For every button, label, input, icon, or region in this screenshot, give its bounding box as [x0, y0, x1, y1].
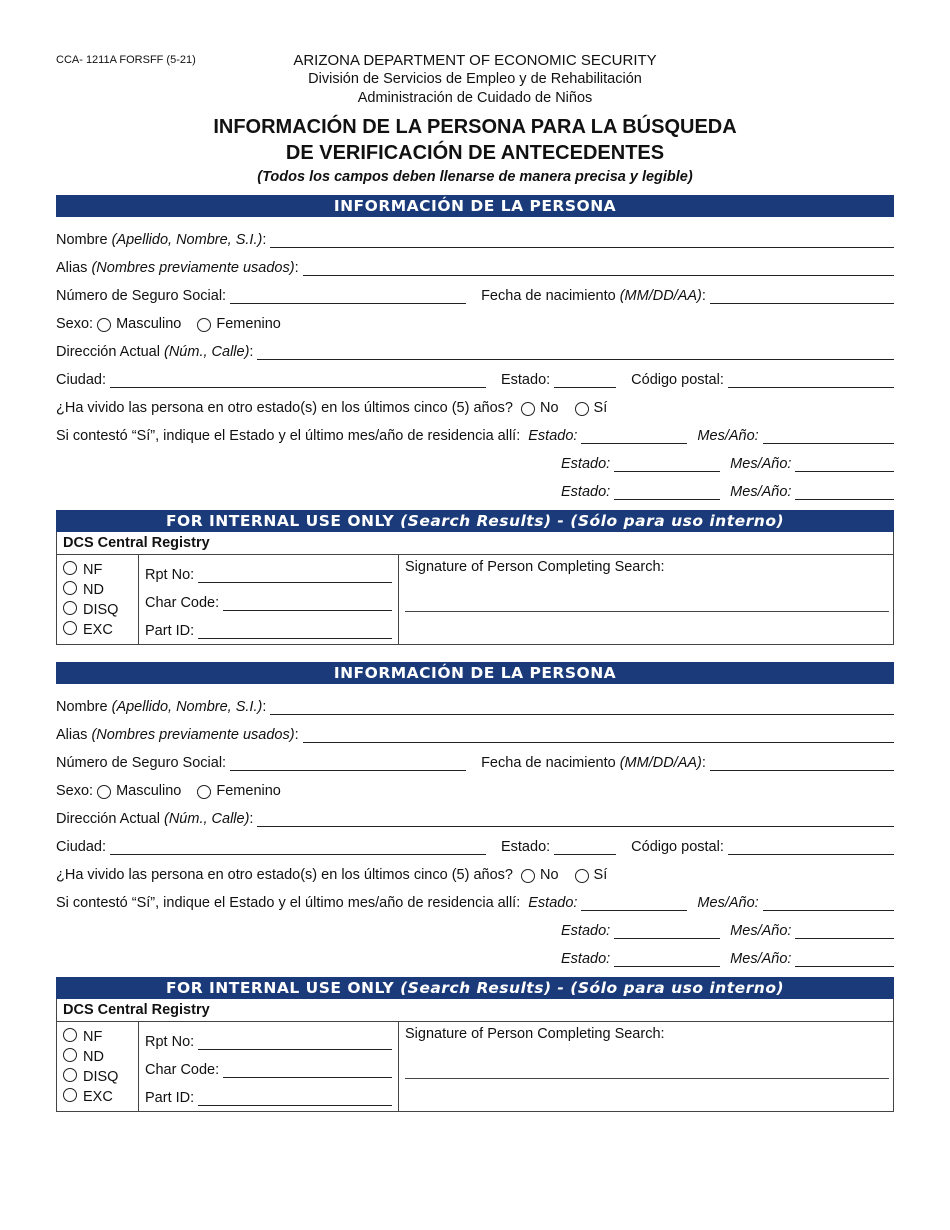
signature-area: [399, 1022, 893, 1111]
city-row: [56, 368, 894, 388]
signature-label: Signature of Person Completing Search:: [405, 559, 665, 575]
person-section-heading: INFORMACIÓN DE LA PERSONA: [56, 662, 894, 684]
dob-label: Fecha de nacimiento (MM/DD/AA):: [481, 755, 706, 771]
part-id-label: Part ID:: [145, 1090, 195, 1106]
estado-label: Estado:: [561, 456, 611, 472]
other-state-no-label: No: [539, 867, 559, 883]
name-row: [56, 228, 894, 248]
city-input[interactable]: [110, 373, 486, 388]
part-id-input[interactable]: [198, 1091, 392, 1106]
other-state-question: ¿Ha vivido las persona en otro estado(s) en los últimos cinco (5) años?: [56, 400, 513, 416]
form-code: CCA- 1211A FORSFF (5-21): [56, 54, 196, 66]
zip-input[interactable]: [728, 373, 894, 388]
dcs-registry-label: DCS Central Registry: [57, 999, 893, 1022]
option-nd[interactable]: ND: [63, 1047, 138, 1067]
part-id-label: Part ID:: [145, 623, 195, 639]
state-label: Estado:: [500, 839, 551, 855]
other-state-no-radio[interactable]: [521, 869, 535, 883]
mes-ano-input[interactable]: [763, 429, 894, 444]
zip-input[interactable]: [728, 840, 894, 855]
alias-row: [56, 723, 894, 743]
other-state-yes-label: Sí: [593, 867, 608, 883]
name-input[interactable]: [270, 700, 894, 715]
alias-input[interactable]: [303, 728, 894, 743]
state-input[interactable]: [554, 840, 616, 855]
city-label: Ciudad:: [56, 372, 106, 388]
option-disq[interactable]: DISQ: [63, 1067, 138, 1087]
form-title-line1: INFORMACIÓN DE LA PERSONA PARA LA BÚSQUEDA: [213, 116, 737, 138]
division-name: División de Servicios de Empleo y de Rehabilitación: [308, 71, 642, 87]
mes-ano-label: Mes/Año:: [697, 428, 759, 444]
internal-use-box: [56, 532, 894, 645]
ssn-input[interactable]: [230, 756, 466, 771]
address-row: [56, 807, 894, 827]
rpt-no-label: Rpt No:: [145, 1034, 195, 1050]
residence-row-3: [56, 947, 894, 967]
internal-use-box: [56, 999, 894, 1112]
state-input[interactable]: [554, 373, 616, 388]
agency-name: ARIZONA DEPARTMENT OF ECONOMIC SECURITY: [293, 52, 657, 69]
sex-male-radio[interactable]: [97, 318, 111, 332]
option-disq[interactable]: DISQ: [63, 600, 138, 620]
dob-label: Fecha de nacimiento (MM/DD/AA):: [481, 288, 706, 304]
mes-ano-label: Mes/Año:: [730, 951, 792, 967]
option-nf[interactable]: NF: [63, 560, 138, 580]
mes-ano-label: Mes/Año:: [730, 484, 792, 500]
state-label: Estado:: [500, 372, 551, 388]
other-state-row: [56, 396, 894, 416]
residence-row-2: [56, 452, 894, 472]
city-label: Ciudad:: [56, 839, 106, 855]
char-code-label: Char Code:: [145, 595, 220, 611]
address-row: [56, 340, 894, 360]
sex-row: [56, 312, 894, 332]
residence-row-1: [56, 891, 894, 911]
other-state-yes-radio[interactable]: [575, 402, 589, 416]
other-state-yes-radio[interactable]: [575, 869, 589, 883]
residence-row-3: [56, 480, 894, 500]
if-yes-text: Si contestó “Sí”, indique el Estado y el último mes/año de residencia allí:: [56, 895, 521, 911]
other-state-row: [56, 863, 894, 883]
mes-ano-input[interactable]: [763, 896, 894, 911]
alias-label: Alias (Nombres previamente usados):: [56, 727, 299, 743]
estado-input[interactable]: [581, 429, 687, 444]
sex-label: Sexo:: [56, 783, 94, 799]
estado-input[interactable]: [614, 457, 720, 472]
estado-label: Estado:: [528, 895, 578, 911]
ssn-input[interactable]: [230, 289, 466, 304]
internal-use-heading: FOR INTERNAL USE ONLY (Search Results) - (Sólo para uso interno): [56, 510, 894, 532]
mes-ano-label: Mes/Año:: [730, 923, 792, 939]
mes-ano-input[interactable]: [795, 924, 894, 939]
zip-label: Código postal:: [631, 839, 724, 855]
address-input[interactable]: [257, 345, 894, 360]
address-input[interactable]: [257, 812, 894, 827]
name-input[interactable]: [270, 233, 894, 248]
sex-male-radio[interactable]: [97, 785, 111, 799]
estado-input[interactable]: [614, 485, 720, 500]
zip-label: Código postal:: [631, 372, 724, 388]
ssn-label: Número de Seguro Social:: [56, 288, 227, 304]
other-state-question: ¿Ha vivido las persona en otro estado(s) en los últimos cinco (5) años?: [56, 867, 513, 883]
rpt-no-input[interactable]: [198, 568, 392, 583]
estado-input[interactable]: [614, 924, 720, 939]
sex-female-radio[interactable]: [197, 785, 211, 799]
administration-name: Administración de Cuidado de Niños: [357, 90, 593, 106]
sex-label: Sexo:: [56, 316, 94, 332]
city-input[interactable]: [110, 840, 486, 855]
other-state-no-radio[interactable]: [521, 402, 535, 416]
dcs-registry-label: DCS Central Registry: [57, 532, 893, 555]
mes-ano-input[interactable]: [795, 457, 894, 472]
option-nf[interactable]: NF: [63, 1027, 138, 1047]
report-fields: [139, 1022, 399, 1111]
signature-input[interactable]: [405, 611, 889, 612]
form-subtitle: (Todos los campos deben llenarse de manera precisa y legible): [257, 169, 693, 185]
estado-input[interactable]: [614, 952, 720, 967]
char-code-input[interactable]: [223, 1063, 392, 1078]
sex-female-radio[interactable]: [197, 318, 211, 332]
option-exc[interactable]: EXC: [63, 1087, 138, 1107]
dob-input[interactable]: [710, 289, 894, 304]
estado-label: Estado:: [528, 428, 578, 444]
mes-ano-input[interactable]: [795, 485, 894, 500]
internal-use-heading: FOR INTERNAL USE ONLY (Search Results) - (Sólo para uso interno): [56, 977, 894, 999]
rpt-no-input[interactable]: [198, 1035, 392, 1050]
part-id-input[interactable]: [198, 624, 392, 639]
sex-male-label: Masculino: [116, 783, 182, 799]
signature-label: Signature of Person Completing Search:: [405, 1026, 665, 1042]
residence-row-1: [56, 424, 894, 444]
signature-input[interactable]: [405, 1078, 889, 1079]
ssn-dob-row: [56, 751, 894, 771]
sex-male-label: Masculino: [116, 316, 182, 332]
mes-ano-label: Mes/Año:: [697, 895, 759, 911]
other-state-yes-label: Sí: [593, 400, 608, 416]
mes-ano-label: Mes/Año:: [730, 456, 792, 472]
estado-label: Estado:: [561, 951, 611, 967]
option-nd[interactable]: ND: [63, 580, 138, 600]
city-row: [56, 835, 894, 855]
residence-row-2: [56, 919, 894, 939]
rpt-no-label: Rpt No:: [145, 567, 195, 583]
registry-options: [57, 1022, 139, 1111]
if-yes-text: Si contestó “Sí”, indique el Estado y el último mes/año de residencia allí:: [56, 428, 521, 444]
report-fields: [139, 555, 399, 644]
option-exc[interactable]: EXC: [63, 620, 138, 640]
ssn-label: Número de Seguro Social:: [56, 755, 227, 771]
alias-label: Alias (Nombres previamente usados):: [56, 260, 299, 276]
name-label: Nombre (Apellido, Nombre, S.I.):: [56, 232, 267, 248]
name-row: [56, 695, 894, 715]
signature-area: [399, 555, 893, 644]
person-section-heading: INFORMACIÓN DE LA PERSONA: [56, 195, 894, 217]
sex-row: [56, 779, 894, 799]
address-label: Dirección Actual (Núm., Calle):: [56, 811, 254, 827]
alias-row: [56, 256, 894, 276]
form-title-line2: DE VERIFICACIÓN DE ANTECEDENTES: [285, 142, 665, 164]
estado-input[interactable]: [581, 896, 687, 911]
address-label: Dirección Actual (Núm., Calle):: [56, 344, 254, 360]
sex-female-label: Femenino: [216, 316, 281, 332]
estado-label: Estado:: [561, 923, 611, 939]
char-code-label: Char Code:: [145, 1062, 220, 1078]
sex-female-label: Femenino: [216, 783, 281, 799]
char-code-input[interactable]: [223, 596, 392, 611]
alias-input[interactable]: [303, 261, 894, 276]
ssn-dob-row: [56, 284, 894, 304]
dob-input[interactable]: [710, 756, 894, 771]
estado-label: Estado:: [561, 484, 611, 500]
other-state-no-label: No: [539, 400, 559, 416]
registry-options: [57, 555, 139, 644]
mes-ano-input[interactable]: [795, 952, 894, 967]
name-label: Nombre (Apellido, Nombre, S.I.):: [56, 699, 267, 715]
